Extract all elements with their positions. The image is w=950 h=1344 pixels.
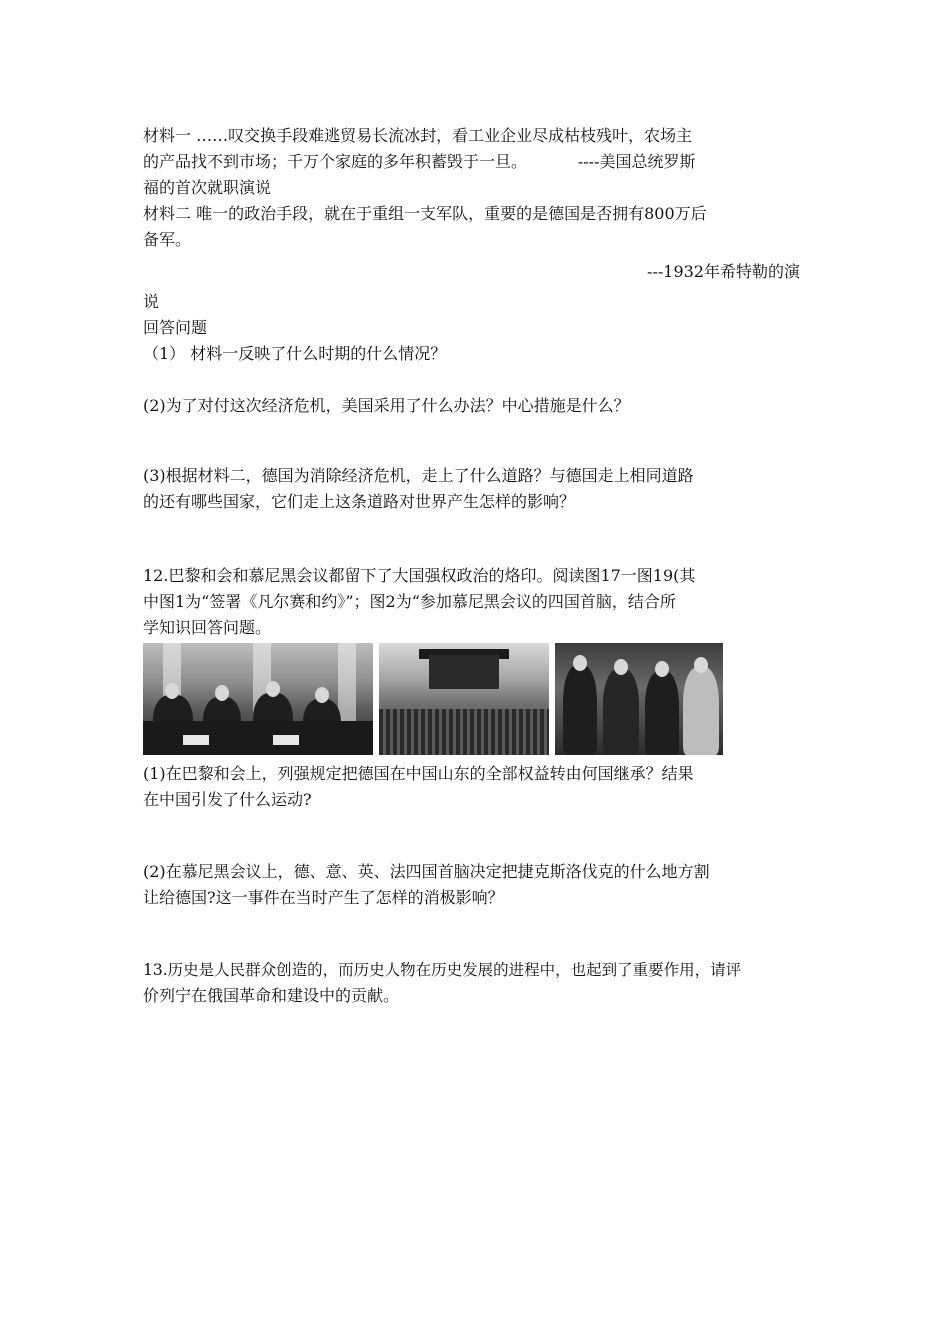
material2-source: ---1932年希特勒的演 [647,262,800,281]
q12-line3: 学知识回答问题。 [143,618,272,637]
photo-strip [143,643,808,755]
q13-line1: 13.历史是人民群众创造的，而历史人物在历史发展的进程中，也起到了重要作用，请评 [143,961,742,979]
material2-line2: 备军。 [143,230,192,249]
q13-line2: 价列宁在俄国革命和建设中的贡献。 [143,986,400,1005]
material2-source-cont: 说 [143,292,160,311]
document-body [143,123,808,1009]
q12-line2: 中图1为“签署《凡尔赛和约》”；图2为“参加慕尼黑会议的四国首脑，结合所 [143,592,676,611]
material1-line2: 的产品找不到市场；千万个家庭的多年积蓄毁于一旦。 ----美国总统罗斯 [143,152,696,171]
q12-question-1-line1: (1)在巴黎和会上，列强规定把德国在中国山东的全部权益转由何国继承？结果 [143,764,694,783]
q12-question-1-line2: 在中国引发了什么运动? [143,790,312,809]
q12-question-2-line2: 让给德国?这一事件在当时产生了怎样的消极影响？ [143,888,504,907]
may-fourth-crowd-photo [379,643,549,755]
q12-line1: 12.巴黎和会和慕尼黑会议都留下了大国强权政治的烙印。阅读图17一图19(其 [143,566,696,585]
versailles-signing-photo [143,643,373,755]
munich-leaders-photo [555,643,723,755]
q12-question-2-line1: (2)在慕尼黑会议上，德、意、英、法四国首脑决定把捷克斯洛伐克的什么地方割 [143,862,710,881]
material1-line1: 材料一 ……叹交换手段难逃贸易长流冰封，看工业企业尽成枯枝残叶，农场主 [143,126,693,145]
q11-intro: 回答问题 [143,318,208,337]
q11-question-3-line2: 的还有哪些国家，它们走上这条道路对世界产生怎样的影响？ [143,492,576,511]
material1-line3: 福的首次就职演说 [143,178,272,197]
q11-question-1: （1） 材料一反映了什么时期的什么情况？ [143,344,447,363]
q11-question-3-line1: (3)根据材料二，德国为消除经济危机，走上了什么道路？与德国走上相同道路 [143,466,694,485]
q11-question-2: (2)为了对付这次经济危机，美国采用了什么办法？中心措施是什么？ [143,396,630,415]
material2-line1: 材料二 唯一的政治手段，就在于重组一支军队，重要的是德国是否拥有800万后 [143,204,707,223]
